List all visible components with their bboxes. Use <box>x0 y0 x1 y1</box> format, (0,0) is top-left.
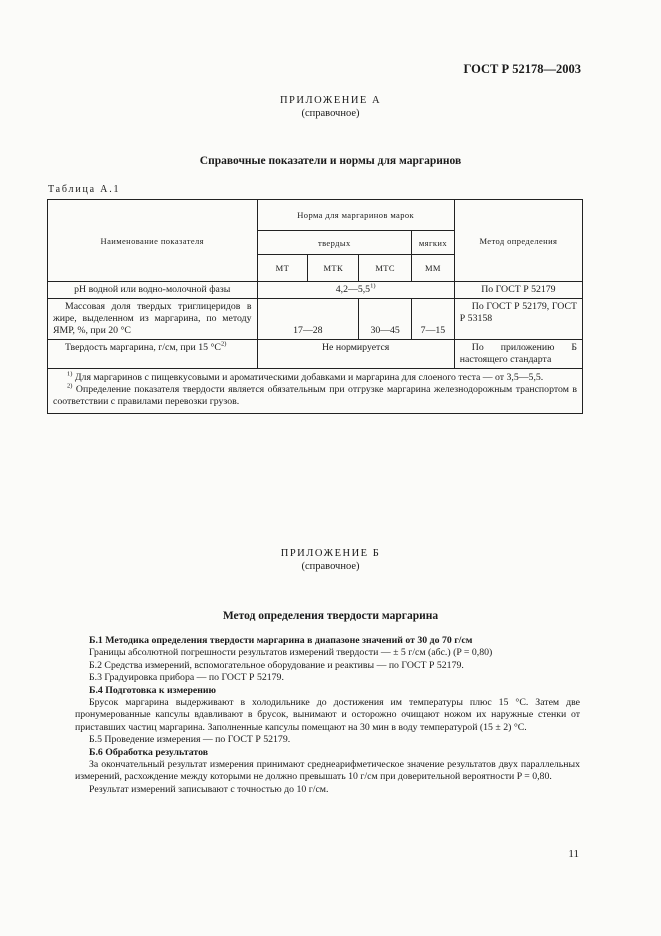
page-number: 11 <box>568 848 579 860</box>
row-ph-method: По ГОСТ Р 52179 <box>454 282 582 299</box>
brand-mts: МТС <box>359 255 412 282</box>
footnote-2: $^{2)}$ Определение показателя твердости является обязательным при отгрузке маргарина железнодорожным транспортом в соответствии с правилами перевозки грузов. <box>53 382 577 407</box>
paragraph-preparation: Брусок маргарина выдерживают в холодильнике до достижения им температуры плюс 15 °С. Затем две пронумерованные капсулы вдавливают в брусок, вынимают и осторожно очищают ножом их наружные стенки от приставших частиц маргарина. Заполненные капсулы помещают на 30 мин в воду температурой (15 ± 2) °С. <box>75 697 580 733</box>
brand-mm: ММ <box>412 255 455 282</box>
header-hard: твердых <box>257 231 412 255</box>
section-b6: Б.6 Обработка результатов <box>89 746 209 758</box>
row-ph-value: 4,2—5,5$^{1)}$ <box>257 282 454 299</box>
row-triglycerides-value-mts: 30—45 <box>359 299 412 340</box>
appendix-b-subtitle: (справочное) <box>301 561 360 572</box>
appendix-a-title: ПРИЛОЖЕНИЕ А <box>279 95 382 106</box>
header-indicator-name: Наименование показателя <box>48 200 258 282</box>
section-b1: Б.1 Методика определения твердости маргарина в диапазоне значений от 30 до 70 г/см <box>89 635 473 646</box>
appendix-a-subtitle: (справочное) <box>301 108 360 119</box>
header-norm: Норма для маргаринов марок <box>257 200 454 231</box>
table-caption: Таблица А.1 <box>48 184 121 195</box>
standard-number: ГОСТ Р 52178—2003 <box>463 62 581 76</box>
paragraph-error-limits: Границы абсолютной погрешности результатов измерений твердости — ± 5 г/см (абс.) (P = 0,80) <box>89 647 493 659</box>
appendix-b-heading: Метод определения твердости маргарина <box>222 610 439 622</box>
paragraph-recording: Результат измерений записывают с точностью до 10 г/см. <box>89 783 329 795</box>
header-soft: мягких <box>412 231 455 255</box>
paragraph-processing: За окончательный результат измерения принимают среднеарифметическое значение результатов двух параллельных измерений, расхождение между которыми не должно превышать 10 г/см при доверительной вероятности P = 0,80. <box>75 759 580 783</box>
section-b4: Б.4 Подготовка к измерению <box>89 684 217 696</box>
brand-mt: МТ <box>257 255 308 282</box>
row-ph-name: pH водной или водно-молочной фазы <box>48 282 258 299</box>
row-triglycerides-method: По ГОСТ Р 52179, ГОСТ Р 53158 <box>454 299 582 340</box>
row-triglycerides-name: Массовая доля твердых триглицеридов в жире, выделенном из маргарина, по методу ЯМР, %, при 20 °С <box>48 299 258 340</box>
appendix-a-heading: Справочные показатели и нормы для маргаринов <box>199 155 462 167</box>
brand-mtk: МТК <box>308 255 359 282</box>
section-b2: Б.2 Средства измерений, вспомогательное оборудование и реактивы — по ГОСТ Р 52179. <box>89 659 464 671</box>
row-triglycerides-value-mm: 7—15 <box>412 299 455 340</box>
norms-table <box>47 199 583 414</box>
header-method: Метод определения <box>454 200 582 282</box>
section-b5: Б.5 Проведение измерения — по ГОСТ Р 52179. <box>89 734 291 746</box>
row-hardness-name: Твердость маргарина, г/см, при 15 $^\circ С^{2)}$ <box>48 340 258 369</box>
appendix-b-title: ПРИЛОЖЕНИЕ Б <box>280 548 381 559</box>
method-text <box>75 635 580 796</box>
row-hardness-method: По приложению Б настоящего стандарта <box>454 340 582 369</box>
table-footnotes <box>48 369 583 414</box>
footnote-1: $^{1)}$ Для маргаринов с пищевкусовыми и ароматическими добавками и маргарина для слоеного теста — от 3,5—5,5. <box>67 370 544 383</box>
row-triglycerides-value-mt-mtk: 17—28 <box>257 299 359 340</box>
row-hardness-value: Не нормируется <box>257 340 454 369</box>
section-b3: Б.3 Градуировка прибора — по ГОСТ Р 52179. <box>89 672 284 684</box>
